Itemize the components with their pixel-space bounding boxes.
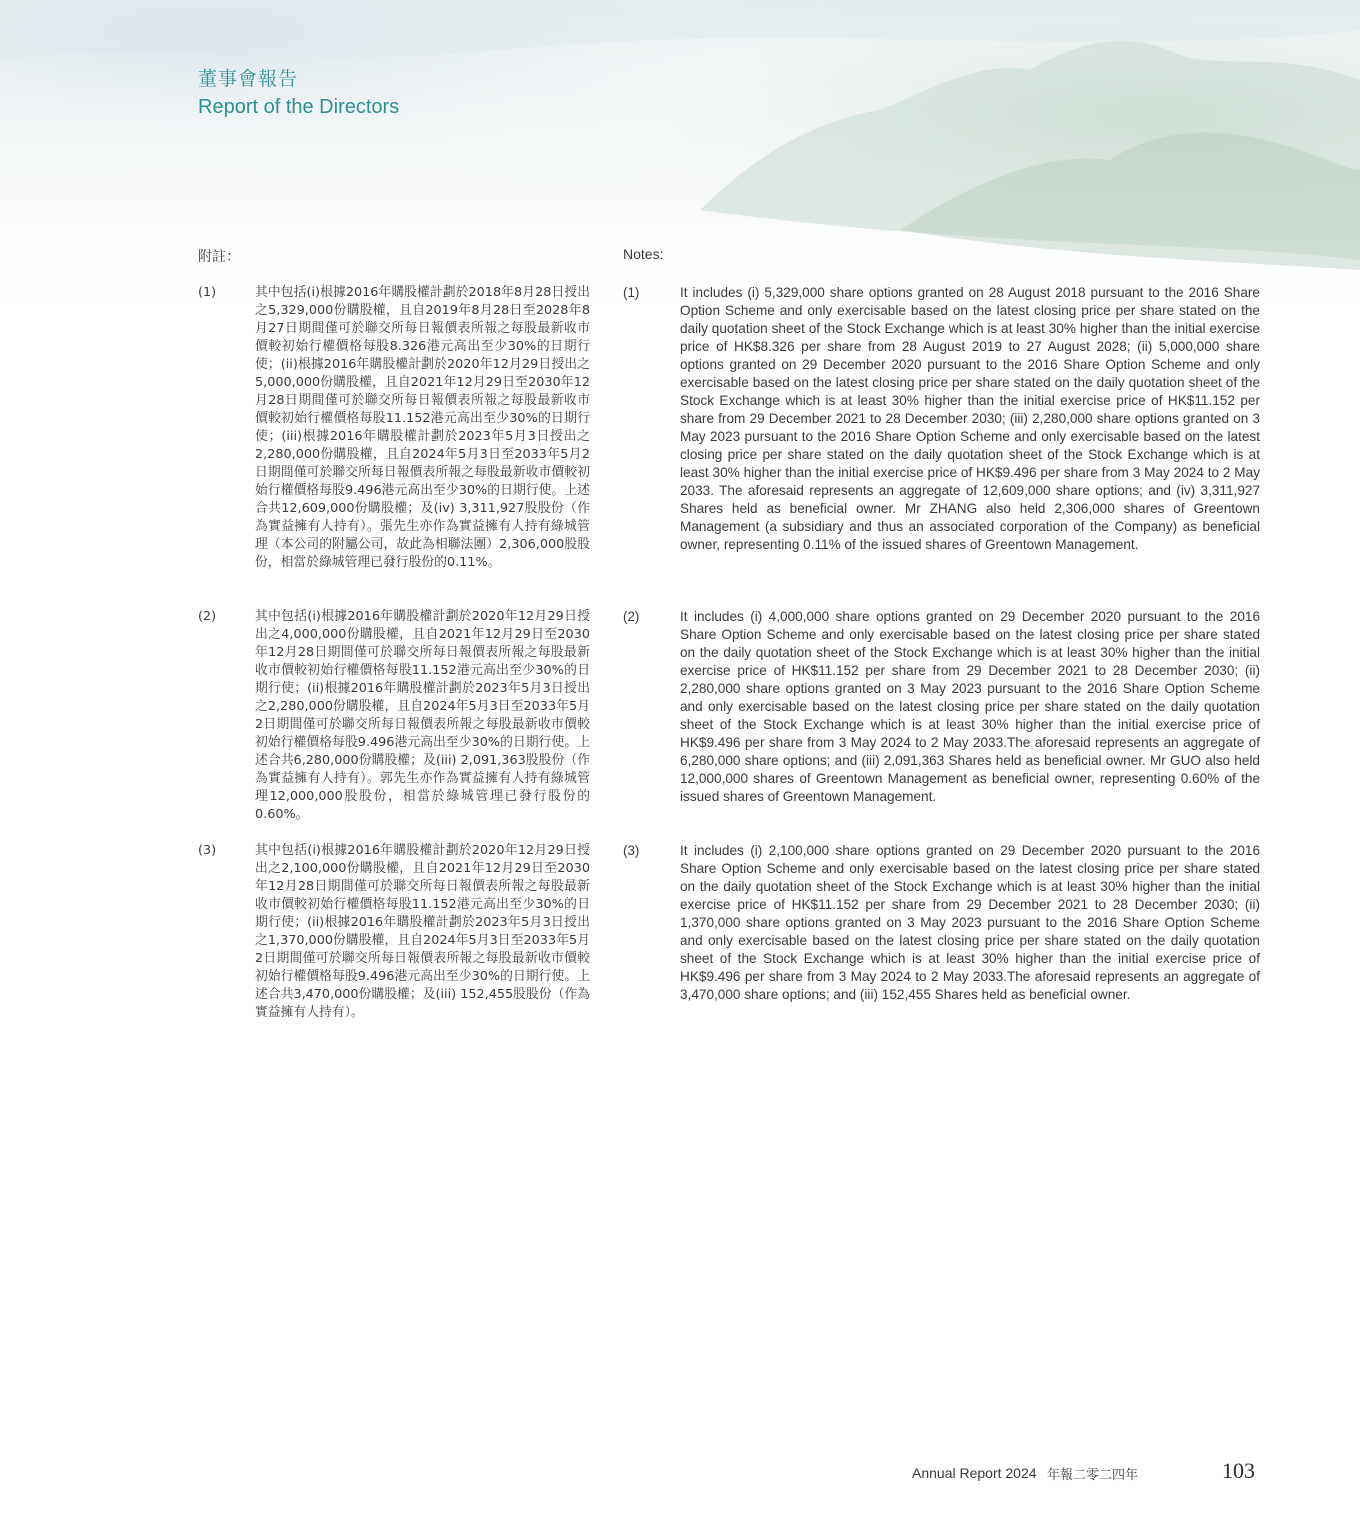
page-number: 103 [1222,1458,1255,1483]
header-title-en: Report of the Directors [198,96,400,118]
footer-report-title-zh: 年報二零二四年 [1047,1468,1139,1483]
note-text: It includes (i) 5,329,000 share options granted on 28 August 2018 pursuant to the 2016 Share Option Scheme and only exercisable based on the latest closing price per share stated on the daily quotation sheet of the Stock Exchange which is at least 30% higher than the initial exercise price of HK$8.326 per share from 28 August 2019 to 27 August 2028; (ii) 5,000,000 share options granted on 29 December 2020 pursuant to the 2016 Share Option Scheme and only exercisable based on the latest closing price per share stated on the daily quotation sheet of the Stock Exchange which is at least 30% higher than the initial exercise price of HK$11.152 per share from 29 December 2021 to 28 December 2030; (iii) 2,280,000 share options granted on 3 May 2023 pursuant to the 2016 Share Option Scheme and only exercisable based on the latest closing price per share stated on the daily quotation sheet of the Stock Exchange which is at least 30% higher than the initial exercise price of HK$9.496 per share from 3 May 2024 to 2 May 2033. The aforesaid represents an aggregate of 12,609,000 share options; and (iv) 3,311,927 Shares held as beneficial owner. Mr ZHANG also held 2,306,000 shares of Greentown Management (a subsidiary and thus an associated corporation of the Company) as beneficial owner, representing 0.11% of the issued shares of Greentown Management. [680,285,1260,552]
note-text: 其中包括(i)根據2016年購股權計劃於2018年8月28日授出之5,329,000份購股權，且自2019年8月28日至2028年8月27日期間僅可於聯交所每日報價表所報之每股最新收市價較初始行權價格每股8.326港元高出至少30%的日期行使；(ii)根據2016年購股權計劃於2020年12月29日授出之5,000,000份購股權，且自2021年12月29日至2030年12月28日期間僅可於聯交所每日報價表所報之每股最新收市價較初始行權價格每股11.152港元高出至少30%的日期行使；(iii)根據2016年購股權計劃於2023年5月3日授出之2,280,000份購股權，且自2024年5月3日至2033年5月2日期間僅可於聯交所每日報價表所報之每股最新收市價較初始行權價格每股9.496港元高出至少30%的日期行使。上述合共12,609,000份購股權；及(iv) 3,311,927股股份（作為實益擁有人持有）。張先生亦作為實益擁有人持有綠城管理（本公司的附屬公司，故此為相聯法團）2,306,000股股份，相當於綠城管理已發行股份的0.11%。 [255,285,590,570]
note-text: 其中包括(i)根據2016年購股權計劃於2020年12月29日授出之2,100,000份購股權，且自2021年12月29日至2030年12月28日期間僅可於聯交所每日報價表所報之每股最新收市價較初始行權價格每股11.152港元高出至少30%的日期行使；(ii)根據2016年購股權計劃於2023年5月3日授出之1,370,000份購股權，且自2024年5月3日至2033年5月2日期間僅可於聯交所每日報價表所報之每股最新收市價較初始行權價格每股9.496港元高出至少30%的日期行使。上述合共3,470,000份購股權；及(iii) 152,455股股份（作為實益擁有人持有）。 [255,843,590,1020]
note-text: It includes (i) 4,000,000 share options granted on 29 December 2020 pursuant to the 2016 Share Option Scheme and only exercisable based on the latest closing price per share stated on the daily quotation sheet of the Stock Exchange which is at least 30% higher than the initial exercise price of HK$11.152 per share from 29 December 2021 to 28 December 2030; (ii) 2,280,000 share options granted on 3 May 2023 pursuant to the 2016 Share Option Scheme and only exercisable based on the latest closing price per share stated on the daily quotation sheet of the Stock Exchange which is at least 30% higher than the initial exercise price of HK$9.496 per share from 3 May 2024 to 2 May 2033.The aforesaid represents an aggregate of 6,280,000 share options; and (iii) 2,091,363 Shares held as beneficial owner. Mr GUO also held 12,000,000 shares of Greentown Management as beneficial owner, representing 0.60% of the issued shares of Greentown Management. [680,609,1260,804]
report-header [198,66,399,120]
note-text: It includes (i) 2,100,000 share options granted on 29 December 2020 pursuant to the 2016 Share Option Scheme and only exercisable based on the latest closing price per share stated on the daily quotation sheet of the Stock Exchange which is at least 30% higher than the initial exercise price of HK$11.152 per share from 29 December 2021 to 28 December 2030; (ii) 1,370,000 share options granted on 3 May 2023 pursuant to the 2016 Share Option Scheme and only exercisable based on the latest closing price per share stated on the daily quotation sheet of the Stock Exchange which is at least 30% higher than the initial exercise price of HK$9.496 per share from 3 May 2024 to 2 May 2033.The aforesaid represents an aggregate of 3,470,000 share options; and (iii) 152,455 Shares held as beneficial owner. [680,843,1260,1002]
notes-label-en: Notes: [623,246,664,262]
note-number: (2) [623,609,640,624]
note-number: (1) [623,285,640,300]
note-number: (3) [623,843,640,858]
watercolor-mountain-background [0,0,1360,330]
header-title-zh: 董事會報告 [198,68,299,90]
note-number: (1) [198,285,217,300]
notes-label-zh: 附註： [198,249,240,265]
note-text: 其中包括(i)根據2016年購股權計劃於2020年12月29日授出之4,000,000份購股權，且自2021年12月29日至2030年12月28日期間僅可於聯交所每日報價表所報之每股最新收市價較初始行權價格每股11.152港元高出至少30%的日期行使；(ii)根據2016年購股權計劃於2023年5月3日授出之2,280,000份購股權，且自2024年5月3日至2033年5月2日期間僅可於聯交所每日報價表所報之每股最新收市價較初始行權價格每股9.496港元高出至少30%的日期行使。上述合共6,280,000份購股權；及(iii) 2,091,363股股份（作為實益擁有人持有）。郭先生亦作為實益擁有人持有綠城管理12,000,000股股份，相當於綠城管理已發行股份的0.60%。 [255,609,590,822]
footer-report-title-en: Annual Report 2024 [912,1465,1037,1481]
note-number: (2) [198,609,217,624]
note-number: (3) [198,843,217,858]
